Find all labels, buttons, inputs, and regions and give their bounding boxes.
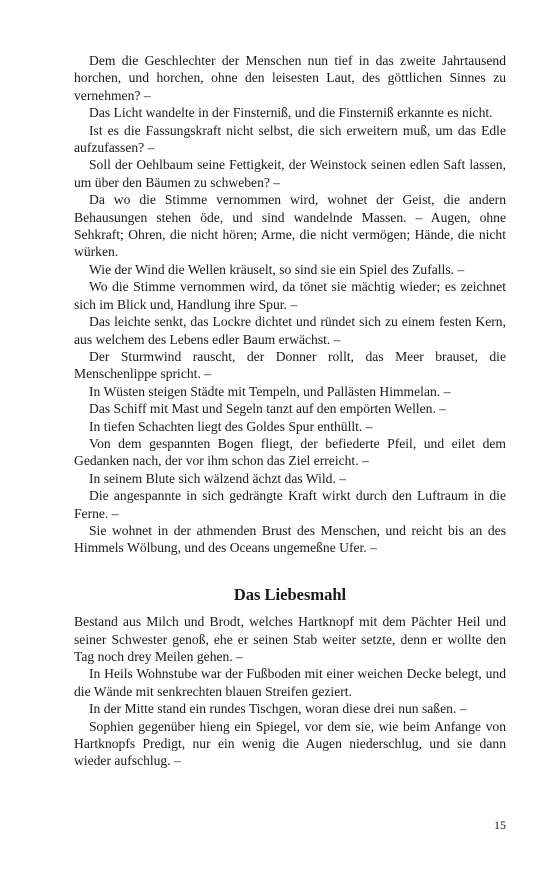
page-number: 15	[494, 818, 506, 832]
paragraph: Bestand aus Milch und Brodt, welches Hartknopf mit dem Pächter Heil und seiner Schwester genoß, ehe er seinen Stab weiter setzte, denn er wollte den Tag noch drey Meilen gehen. –	[74, 614, 506, 664]
paragraph: Dem die Geschlechter der Menschen nun tief in das zweite Jahrtausend horchen, und horchen, ohne den leisesten Laut, des göttlichen Sinnes zu vernehmen? –	[74, 53, 506, 103]
paragraph: Die angespannte in sich gedrängte Kraft wirkt durch den Luftraum in die Ferne. –	[74, 488, 506, 521]
paragraph: In Heils Wohnstube war der Fußboden mit einer weichen Decke belegt, und die Wände mit senkrechten blauen Streifen geziert.	[74, 666, 506, 699]
paragraph: In Wüsten steigen Städte mit Tempeln, und Pallästen Himmelan. –	[89, 383, 451, 399]
paragraph: Das Schiff mit Mast und Segeln tanzt auf den empörten Wellen. –	[89, 401, 447, 417]
paragraph: In seinem Blute sich wälzend ächzt das Wild. –	[89, 470, 347, 486]
paragraph: Der Sturmwind rauscht, der Donner rollt, das Meer brauset, die Menschenlippe spricht. –	[74, 348, 506, 382]
paragraph: Von dem gespannten Bogen fliegt, der befiederte Pfeil, und eilet dem Gedanken nach, der vor ihm schon das Ziel erreicht. –	[74, 435, 506, 469]
paragraph: Wo die Stimme vernommen wird, da tönet sie mächtig wieder; es zeichnet sich im Blick und, Handlung ihre Spur. –	[74, 279, 506, 312]
paragraph: Das Licht wandelte in der Finsterniß, und die Finsterniß erkannte es nicht.	[89, 105, 493, 121]
paragraph: Ist es die Fassungskraft nicht selbst, die sich erweitern muß, um das Edle aufzufassen? –	[74, 122, 506, 156]
paragraph: Wie der Wind die Wellen kräuselt, so sind sie ein Spiel des Zufalls. –	[89, 261, 465, 277]
page-text	[74, 52, 506, 770]
paragraph: Das leichte senkt, das Lockre dichtet und ründet sich zu einem festen Kern, aus welchem des Lebens edler Baum erwächst. –	[74, 314, 506, 347]
section-1	[74, 52, 506, 557]
paragraph: Sophien gegenüber hieng ein Spiegel, vor dem sie, wie beim Anfange von Hartknopfs Predigt, nur ein wenig die Augen niederschlug, und sie dann wieder aufschlug. –	[74, 718, 506, 769]
paragraph: Da wo die Stimme vernommen wird, wohnet der Geist, die andern Behausungen stehen öde, und sind wandelnde Massen. – Augen, ohne Sehkraft; Ohren, die nicht hören; Arme, die nicht vermögen; Hände, die nicht würken.	[74, 192, 506, 260]
paragraph: Sie wohnet in der athmenden Brust des Menschen, und reicht bis an des Himmels Wölbung, und des Oceans ungemeßne Ufer. –	[74, 522, 506, 556]
section-heading: Das Liebesmahl	[233, 584, 347, 604]
section-2	[74, 613, 506, 770]
paragraph: In der Mitte stand ein rundes Tischgen, woran diese drei nun saßen. –	[89, 701, 467, 717]
paragraph: In tiefen Schachten liegt des Goldes Spur enthüllt. –	[89, 418, 373, 434]
paragraph: Soll der Oehlbaum seine Fettigkeit, der Weinstock seinen edlen Saft lassen, um über den Bäumen zu schweben? –	[74, 157, 506, 190]
